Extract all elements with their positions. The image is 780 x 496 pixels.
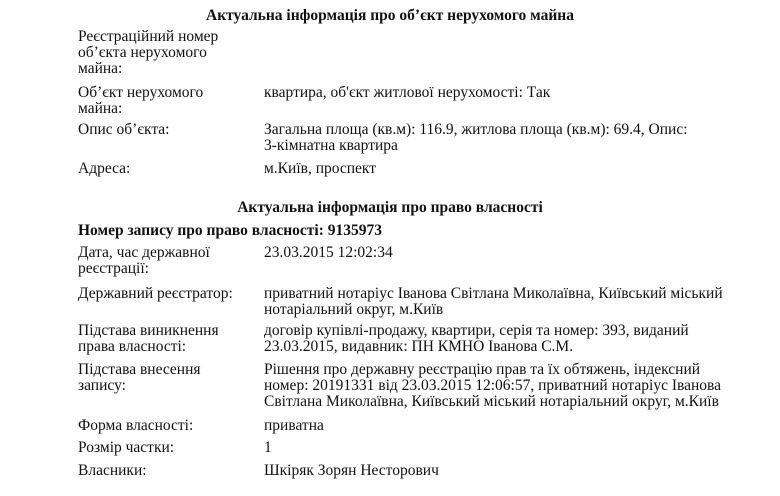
owners-value: Шкіряк Зорян Несторович xyxy=(264,462,439,479)
real-estate-object-value: квартира, об'єкт житлової нерухомості: Так xyxy=(264,84,551,101)
registration-date-label: Дата, час державної реєстрації: xyxy=(78,244,210,277)
record-number-line xyxy=(78,222,382,240)
record-number-value: 9135973 xyxy=(327,222,383,239)
address-value: м.Київ, проспект xyxy=(264,160,377,177)
registration-date-value: 23.03.2015 12:02:34 xyxy=(264,244,393,261)
address-label: Адреса: xyxy=(78,160,131,177)
object-section-heading: Актуальна інформація про об’єкт нерухомого майна xyxy=(206,7,574,24)
object-description-value: Загальна площа (кв.м): 116.9, житлова площа (кв.м): 69.4, Опис: 3-кімнатна квартира xyxy=(264,121,688,154)
ownership-form-value: приватна xyxy=(264,417,324,434)
share-size-value: 1 xyxy=(264,439,272,456)
record-basis-label: Підстава внесення запису: xyxy=(78,361,201,394)
ownership-form-label: Форма власності: xyxy=(78,417,194,434)
real-estate-object-label: Об’єкт нерухомого майна: xyxy=(78,84,204,117)
ownership-section-heading: Актуальна інформація про право власності xyxy=(237,199,543,216)
registration-number-label: Реєстраційний номер об’єкта нерухомого майна: xyxy=(78,28,219,77)
object-description-label: Опис об’єкта: xyxy=(78,121,170,138)
record-basis-value: Рішення про державну реєстрацію прав та їх обтяжень, індексний номер: 20191331 від 23.03.2015 12:06:57, приватний нотаріус Іванова Світлана Миколаївна, Київський міський нотаріальний округ, м.Київ xyxy=(264,361,722,410)
state-registrar-value: приватний нотаріус Іванова Світлана Миколаївна, Київський міський нотаріальний округ, м.Київ xyxy=(264,285,723,318)
ownership-basis-label: Підстава виникнення права власності: xyxy=(78,322,219,355)
ownership-basis-value: договір купівлі-продажу, квартири, серія та номер: 393, виданий 23.03.2015, видавник: ПН КМНО Іванова С.М. xyxy=(264,322,689,355)
share-size-label: Розмір частки: xyxy=(78,439,175,456)
state-registrar-label: Державний реєстратор: xyxy=(78,285,233,302)
record-number-label: Номер запису про право власності: xyxy=(78,222,324,239)
owners-label: Власники: xyxy=(78,462,147,479)
